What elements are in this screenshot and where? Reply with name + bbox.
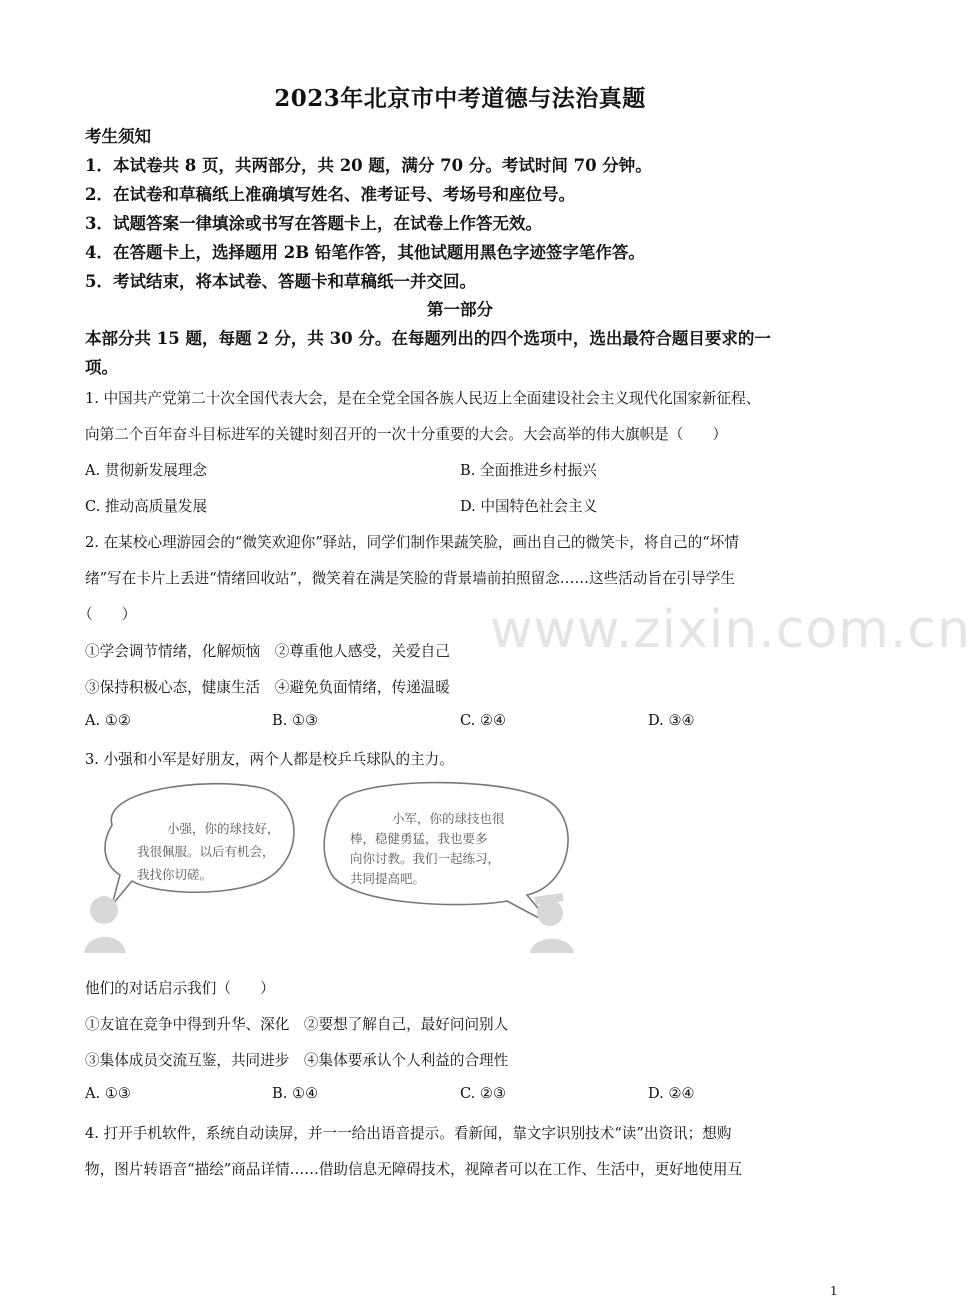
notice-item: 3．试题答案一律填涂或书写在答题卡上，在试卷上作答无效。: [85, 214, 542, 233]
bubble-left-line: 我很佩服。以后有机会，: [137, 844, 275, 859]
q2-option-b: B. ①③: [272, 712, 319, 729]
bubble-left-line: 我找你切磋。: [137, 867, 213, 882]
q1-option-a: A. 贯彻新发展理念: [85, 462, 207, 479]
q3-option-d: D. ②④: [648, 1085, 695, 1102]
bubble-right-line: 棒，稳健勇猛，我也要多: [350, 831, 488, 846]
watermark: www.zixin.com.cn: [490, 600, 971, 660]
q3-prompt: 他们的对话启示我们（ ）: [85, 980, 275, 997]
bubble-right: [324, 783, 568, 925]
q1-option-b: B. 全面推进乡村振兴: [460, 462, 597, 479]
q2-stem-cont: 绪”写在卡片上丢进“情绪回收站”，微笑着在满是笑脸的背景墙前拍照留念……这些活动旨在引导学生: [85, 570, 735, 587]
notice-heading: 考生须知: [85, 127, 151, 146]
bubble-right-line: 共同提高吧。: [350, 871, 426, 886]
q1-option-c: C. 推动高质量发展: [85, 498, 208, 515]
q3-dialogue-illustration: [82, 775, 592, 955]
notice-item: 5．考试结束，将本试卷、答题卡和草稿纸一并交回。: [85, 272, 476, 291]
q2-option-a: A. ①②: [85, 712, 131, 729]
bubble-left-line: 小强，你的球技好，: [167, 821, 280, 836]
q3-option-a: A. ①③: [85, 1085, 131, 1102]
q4-stem: 4. 打开手机软件，系统自动读屏，并一一给出语音提示。看新闻，靠文字识别技术“读”出资讯；想购: [85, 1125, 732, 1142]
q3-statements: ①友谊在竞争中得到升华、深化 ②要想了解自己，最好问问别人: [85, 1016, 509, 1033]
part1-instruction: 本部分共 15 题，每题 2 分，共 30 分。在每题列出的四个选项中，选出最符合题目要求的一: [85, 329, 771, 348]
boy-left-figure: [84, 896, 126, 953]
bubble-right-line: 小军，你的球技也很: [392, 811, 505, 826]
bubble-right-line: 向你讨教。我们一起练习，: [350, 851, 501, 866]
q3-option-b: B. ①④: [272, 1085, 319, 1102]
q1-option-d: D. 中国特色社会主义: [460, 498, 598, 515]
page-number: 1: [830, 1284, 838, 1298]
boy-right-figure: [530, 893, 574, 953]
q1-stem: 1. 中国共产党第二十次全国代表大会，是在全党全国各族人民迈上全面建设社会主义现代化国家新征程、: [85, 390, 761, 407]
page-title: 2023年北京市中考道德与法治真题: [274, 85, 646, 112]
q1-stem-cont: 向第二个百年奋斗目标进军的关键时刻召开的一次十分重要的大会。大会高举的伟大旗帜是（ ）: [85, 426, 728, 443]
q2-stem: 2. 在某校心理游园会的“微笑欢迎你”驿站，同学们制作果蔬笑脸，画出自己的微笑卡，将自己的“坏情: [85, 534, 739, 551]
q2-statements-cont: ③保持积极心态，健康生活 ④避免负面情绪，传递温暖: [85, 679, 450, 696]
q2-option-c: C. ②④: [460, 712, 507, 729]
q2-statements: ①学会调节情绪，化解烦恼 ②尊重他人感受，关爱自己: [85, 643, 450, 660]
q3-stem: 3. 小强和小军是好朋友，两个人都是校乒乓球队的主力。: [85, 751, 454, 768]
notice-item: 1．本试卷共 8 页，共两部分，共 20 题，满分 70 分。考试时间 70 分钟。: [85, 156, 652, 175]
q3-statements-cont: ③集体成员交流互鉴，共同进步 ④集体要承认个人利益的合理性: [85, 1052, 509, 1069]
q2-answer-blank: （ ）: [78, 606, 137, 623]
notice-item: 4．在答题卡上，选择题用 2B 铅笔作答，其他试题用黑色字迹签字笔作答。: [85, 243, 645, 262]
bubble-left: [105, 784, 294, 905]
q3-option-c: C. ②③: [460, 1085, 507, 1102]
part1-instruction-cont: 项。: [85, 358, 118, 377]
q4-stem-cont: 物，图片转语音“描绘”商品详情……借助信息无障碍技术，视障者可以在工作、生活中，更好地使用互: [85, 1161, 743, 1178]
q2-option-d: D. ③④: [648, 712, 695, 729]
part1-heading: 第一部分: [427, 300, 493, 319]
notice-item: 2．在试卷和草稿纸上准确填写姓名、准考证号、考场号和座位号。: [85, 185, 575, 204]
